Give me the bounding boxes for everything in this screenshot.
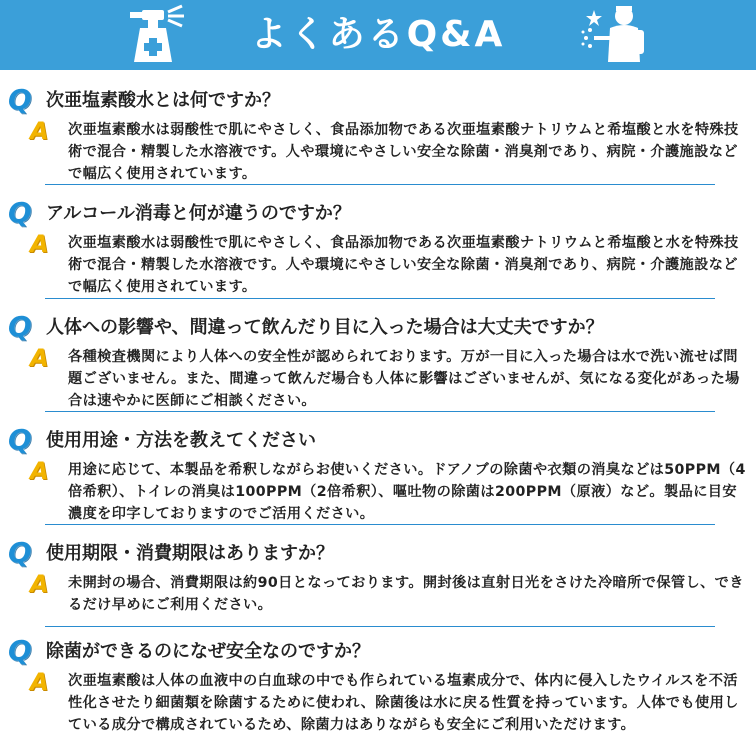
q-mark: Q <box>8 634 32 667</box>
question-row <box>8 196 748 229</box>
question-text: 除菌ができるのになぜ安全なのですか？ <box>46 641 370 662</box>
answer-row <box>8 670 748 736</box>
q-mark: Q <box>8 310 32 343</box>
question-row <box>8 423 748 456</box>
a-mark: A <box>30 668 49 696</box>
question-text: アルコール消毒と何が違うのですか？ <box>46 203 351 224</box>
answer-text: 用途に応じて、本製品を希釈しながらお使いください。ドアノブの除菌や衣類の消臭などは50PPM（4倍希釈）、トイレの消臭は100PPM（2倍希釈）、嘔吐物の除菌は200PPM（原液）など。製品に目安濃度を印字しておりますのでご活用ください。 <box>68 462 746 522</box>
answer-row <box>8 572 748 616</box>
q-mark: Q <box>8 196 32 229</box>
question-row <box>8 83 748 116</box>
faq-item <box>8 634 748 736</box>
answer-text: 次亜塩素酸は人体の血液中の白血球の中でも作られている塩素成分で、体内に侵入したウイルスを不活性化させたり細菌類を除菌するために使われ、除菌後は水に戻る性質を持っています。人体でも使用している成分で構成されているため、除菌力はありながらも安全にご利用いただけます。 <box>68 673 739 733</box>
question-text: 使用期限・消費期限はありますか？ <box>46 543 334 564</box>
answer-text: 次亜塩素酸水は弱酸性で肌にやさしく、食品添加物である次亜塩素酸ナトリウムと希塩酸と水を特殊技術で混合・精製した水溶液です。人や環境にやさしい安全な除菌・消臭剤であり、病院・介護施設などで幅広く使用されています。 <box>68 235 739 295</box>
header-banner <box>0 0 756 70</box>
answer-row <box>8 346 748 412</box>
a-mark: A <box>30 344 49 372</box>
page-title: よくあるQ&A <box>250 14 506 55</box>
faq-item <box>8 310 748 412</box>
answer-row <box>8 459 748 525</box>
question-row <box>8 310 748 343</box>
a-mark: A <box>30 457 49 485</box>
answer-row <box>8 119 748 185</box>
q-mark: Q <box>8 423 32 456</box>
question-row <box>8 634 748 667</box>
a-mark: A <box>30 117 49 145</box>
question-text: 次亜塩素酸水とは何ですか？ <box>46 90 280 111</box>
disinfect-worker-icon <box>580 4 648 66</box>
faq-item <box>8 196 748 298</box>
a-mark: A <box>30 570 49 598</box>
question-row <box>8 536 748 569</box>
answer-text: 未開封の場合、消費期限は約90日となっております。開封後は直射日光をさけた冷暗所で保管し、できるだけ早めにご利用ください。 <box>68 575 744 613</box>
a-mark: A <box>30 230 49 258</box>
answer-row <box>8 232 748 298</box>
faq-item <box>8 83 748 185</box>
answer-text: 次亜塩素酸水は弱酸性で肌にやさしく、食品添加物である次亜塩素酸ナトリウムと希塩酸と水を特殊技術で混合・精製した水溶液です。人や環境にやさしい安全な除菌・消臭剤であり、病院・介護施設などで幅広く使用されています。 <box>68 122 739 182</box>
question-text: 人体への影響や、間違って飲んだり目に入った場合は大丈夫ですか？ <box>46 317 604 338</box>
question-text: 使用用途・方法を教えてください <box>46 430 316 451</box>
answer-text: 各種検査機関により人体への安全性が認められております。万が一目に入った場合は水で洗い流せば問題ございません。また、間違って飲んだ場合も人体に影響はございませんが、気になる変化があった場合は速やかに医師にご相談ください。 <box>68 349 740 409</box>
divider <box>45 298 715 299</box>
faq-item <box>8 423 748 525</box>
q-mark: Q <box>8 536 32 569</box>
divider <box>45 411 715 412</box>
divider <box>45 184 715 185</box>
divider <box>45 524 715 525</box>
divider <box>45 626 715 627</box>
faq-item <box>8 536 748 616</box>
q-mark: Q <box>8 83 32 116</box>
